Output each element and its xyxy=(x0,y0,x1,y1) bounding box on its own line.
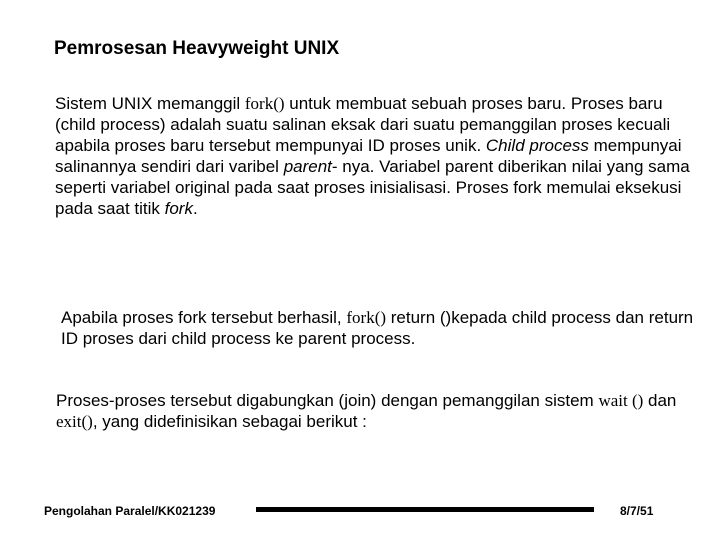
text-segment: return ()kepada child process dan return ID proses dari child process ke parent process. xyxy=(61,308,694,348)
paragraph-fork-return xyxy=(61,307,701,349)
text-segment: untuk membuat sebuah proses baru. Proses baru (child process) adalah suatu salinan eksak dari suatu pemanggilan proses kecuali apabila proses baru tersebut mempunyai ID proses unik. xyxy=(55,94,671,155)
code-fork: fork() xyxy=(346,308,387,327)
emphasis-fork: fork xyxy=(164,199,193,218)
code-fork: fork() xyxy=(244,94,285,113)
paragraph-fork-intro xyxy=(55,93,695,219)
text-segment: Proses-proses tersebut digabungkan (join) dengan pemanggilan sistem xyxy=(56,391,599,410)
emphasis-child-process: Child process xyxy=(485,136,589,155)
text-segment: - nya. Variabel parent diberikan nilai yang sama seperti variabel original pada saat proses inisialisasi. Proses fork memulai eksekusi pada saat titik xyxy=(55,157,690,218)
text-segment: Apabila proses fork tersebut berhasil, xyxy=(61,308,347,327)
footer-course-label: Pengolahan Paralel/KK021239 xyxy=(44,504,216,518)
text-segment: dan xyxy=(643,391,677,410)
paragraph-join xyxy=(56,390,706,432)
footer-slide-number: 8/7/51 xyxy=(620,504,654,518)
emphasis-parent: parent xyxy=(283,157,332,176)
text-segment: Sistem UNIX memanggil xyxy=(55,94,245,113)
text-segment: , yang didefinisikan sebagai berikut : xyxy=(92,412,367,431)
footer-divider xyxy=(256,507,594,512)
text-segment: . xyxy=(192,199,198,218)
code-wait: wait () xyxy=(598,391,644,410)
text-segment: mempunyai salinannya sendiri dari varibel xyxy=(55,136,682,176)
slide-title: Pemrosesan Heavyweight UNIX xyxy=(54,38,340,59)
code-exit: exit() xyxy=(56,412,93,431)
